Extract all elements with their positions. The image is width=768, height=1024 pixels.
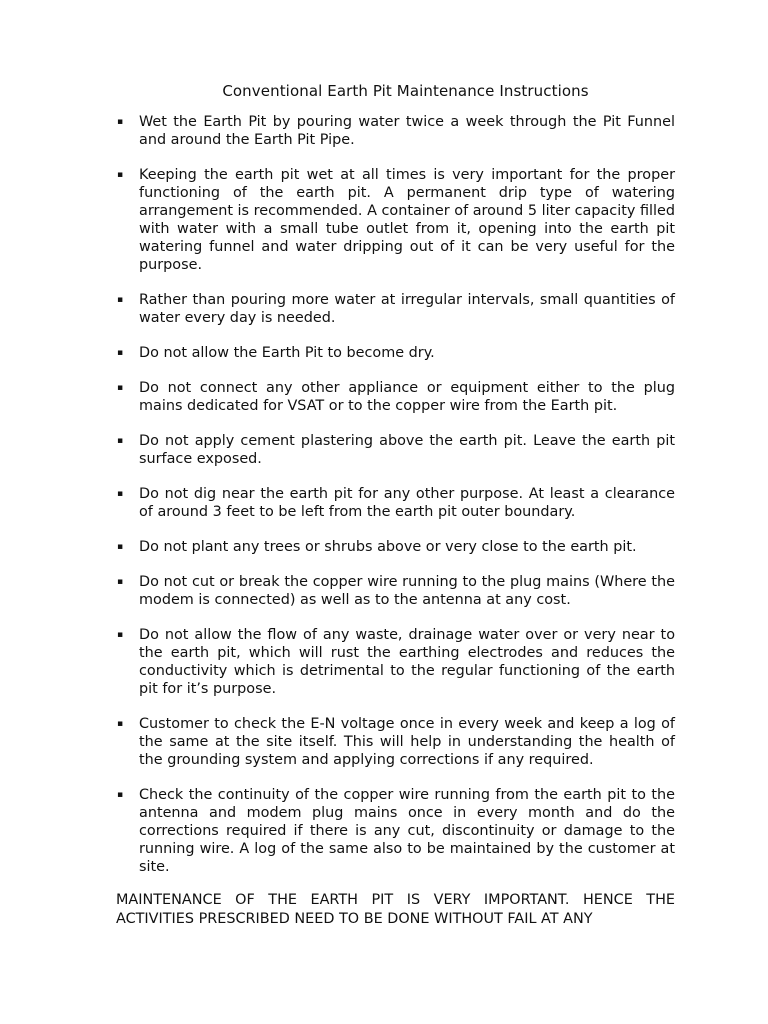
instruction-list xyxy=(116,113,675,876)
list-item xyxy=(116,538,675,556)
bullet-icon: ▪ xyxy=(117,790,124,800)
list-item xyxy=(116,344,675,362)
list-item-text: Do not allow the Earth Pit to become dry. xyxy=(139,345,435,361)
list-item-text: Keeping the earth pit wet at all times is very important for the proper functioning of the earth pit. A permanent drip type of watering arrangement is recommended. A container of around 5 liter capacity filled with water with a small tube outlet from it, opening into the earth pit watering funnel and water dripping out of it can be very useful for the purpose. xyxy=(139,167,675,273)
bullet-icon: ▪ xyxy=(117,436,124,446)
list-item-text: Do not plant any trees or shrubs above or very close to the earth pit. xyxy=(139,539,637,555)
list-item xyxy=(116,626,675,698)
list-item-text: Do not apply cement plastering above the earth pit. Leave the earth pit surface exposed. xyxy=(139,433,675,467)
list-item xyxy=(116,113,675,149)
bullet-icon: ▪ xyxy=(117,170,124,180)
bullet-icon: ▪ xyxy=(117,383,124,393)
list-item xyxy=(116,786,675,876)
list-item xyxy=(116,485,675,521)
list-item xyxy=(116,379,675,415)
bullet-icon: ▪ xyxy=(117,719,124,729)
list-item-text: Do not cut or break the copper wire running to the plug mains (Where the modem is connected) as well as to the antenna at any cost. xyxy=(139,574,675,608)
bullet-icon: ▪ xyxy=(117,295,124,305)
bullet-icon: ▪ xyxy=(117,577,124,587)
list-item xyxy=(116,166,675,274)
list-item-text: Do not allow the flow of any waste, drainage water over or very near to the earth pit, which will rust the earthing electrodes and reduces the conductivity which is detrimental to the regular functioning of the earth pit for it’s purpose. xyxy=(139,627,675,697)
bullet-icon: ▪ xyxy=(117,630,124,640)
list-item-text: Wet the Earth Pit by pouring water twice a week through the Pit Funnel and around the Earth Pit Pipe. xyxy=(139,114,675,148)
list-item-text: Check the continuity of the copper wire running from the earth pit to the antenna and modem plug mains once in every month and do the corrections required if there is any cut, discontinuity or damage to the running wire. A log of the same also to be maintained by the customer at site. xyxy=(139,787,675,875)
list-item-text: Do not dig near the earth pit for any other purpose. At least a clearance of around 3 feet to be left from the earth pit outer boundary. xyxy=(139,486,675,520)
document-title: Conventional Earth Pit Maintenance Instructions xyxy=(222,82,589,100)
closing-paragraph: MAINTENANCE OF THE EARTH PIT IS VERY IMPORTANT. HENCE THE ACTIVITIES PRESCRIBED NEED TO BE DONE WITHOUT FAIL AT ANY xyxy=(116,892,675,927)
list-item xyxy=(116,573,675,609)
list-item xyxy=(116,715,675,769)
bullet-icon: ▪ xyxy=(117,348,124,358)
bullet-icon: ▪ xyxy=(117,489,124,499)
bullet-icon: ▪ xyxy=(117,117,124,127)
bullet-icon: ▪ xyxy=(117,542,124,552)
list-item-text: Do not connect any other appliance or equipment either to the plug mains dedicated for VSAT or to the copper wire from the Earth pit. xyxy=(139,380,675,414)
list-item-text: Rather than pouring more water at irregular intervals, small quantities of water every day is needed. xyxy=(139,292,675,326)
list-item xyxy=(116,432,675,468)
list-item xyxy=(116,291,675,327)
list-item-text: Customer to check the E-N voltage once in every week and keep a log of the same at the site itself. This will help in understanding the health of the grounding system and applying corrections if any required. xyxy=(139,716,675,768)
